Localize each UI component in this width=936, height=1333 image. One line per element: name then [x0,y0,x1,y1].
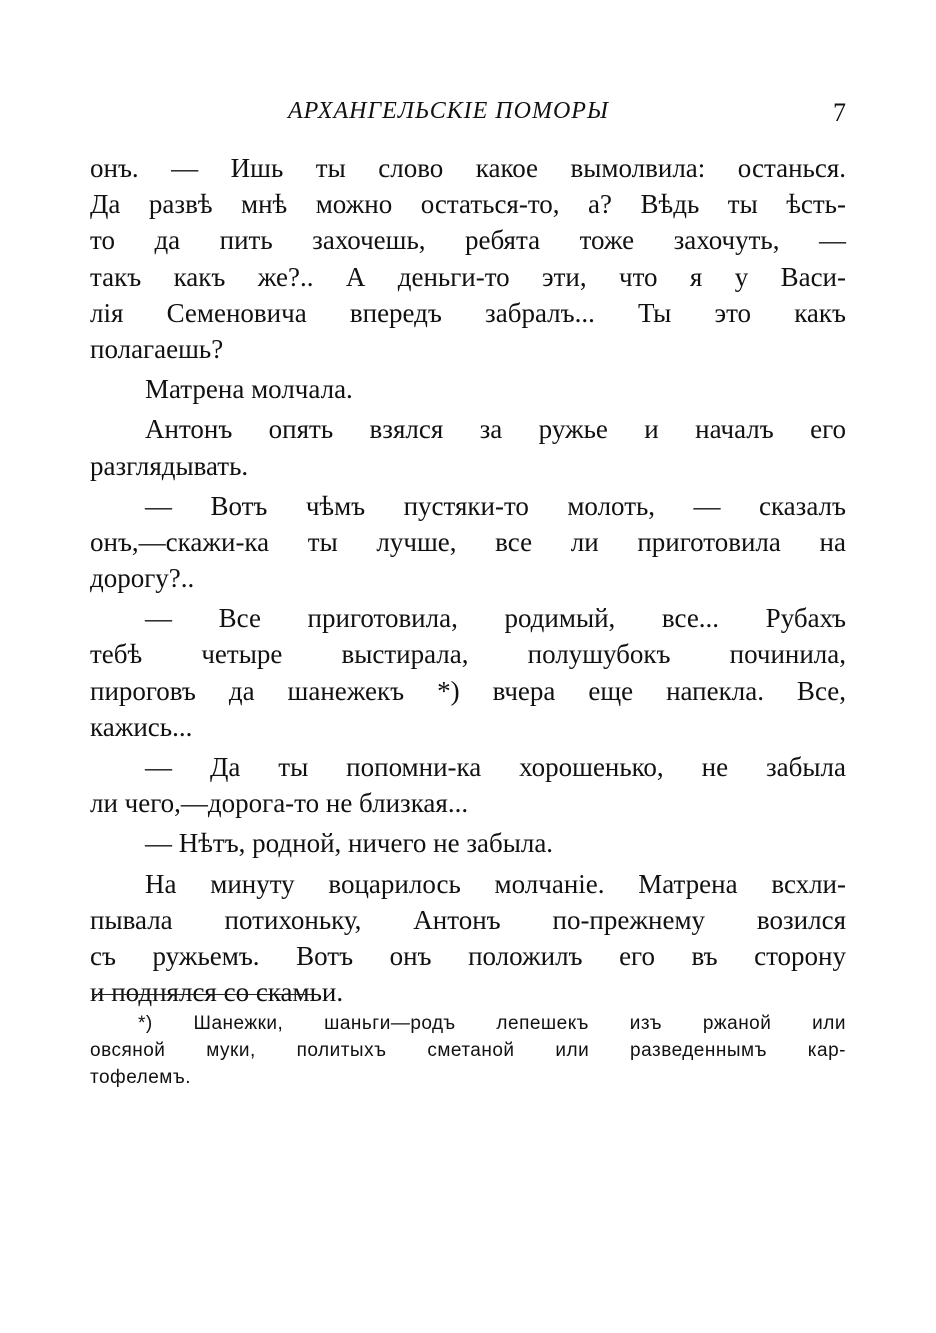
text-line: съ ружьемъ. Вотъ онъ положилъ его въ сторону [90,940,846,971]
text-line: ли чего,—дорога-то не близкая... [90,788,469,819]
text-line: онъ. — Ишь ты слово какое вымолвила: останься. [90,153,846,183]
text-line: пироговъ да шанежекъ *) вчера еще напекла. Все, [90,675,846,706]
text-line: и поднялся со скамьи. [90,977,344,1008]
text-line: — Вотъ чѣмъ пустяки-то молоть, — сказалъ [145,490,846,521]
text-line: такъ какъ же?.. А деньги-то эти, что я у Васи- [90,261,846,292]
footnote [90,1010,846,1091]
text-line: — Нѣтъ, родной, ничего не забыла. [145,828,554,859]
text-line: Антонъ опять взялся за ружье и началъ его [145,414,846,445]
page-number: 7 [833,98,846,127]
footnote-line: *) Шанежки, шаньги—родъ лепешекъ изъ ржаной или [138,1013,846,1034]
text-line: — Да ты попомни-ка хорошенько, не забыла [145,752,846,782]
text-line: кажись... [90,711,193,742]
text-line: полагаешь? [90,333,224,364]
footnote-line: тофелемъ. [90,1067,191,1088]
running-title: АРХАНГЕЛЬСКІЕ ПОМОРЫ [288,98,609,124]
text-line: онъ,—скажи-ка ты лучше, все ли приготовила на [90,526,846,557]
text-line: дорогу?.. [90,563,195,594]
text-line: то да пить захочешь, ребята тоже захочуть, — [90,225,846,256]
text-line: пывала потихоньку, Антонъ по-прежнему возился [90,904,846,935]
text-line: тебѣ четыре выстирала, полушубокъ починила, [90,639,846,670]
text-line: — Все приготовила, родимый, все... Рубахъ [145,603,846,634]
text-line: лія Семеновича впередъ забралъ... Ты это какъ [90,297,846,328]
text-line: Матрена молчала. [145,374,353,405]
text-line: разглядывать. [90,450,249,481]
body-text [90,150,846,1010]
footnote-divider [92,994,314,995]
text-line: Да развѣ мнѣ можно остаться-то, а? Вѣдь ты ѣсть- [90,189,846,220]
footnote-line: овсяной муки, политыхъ сметаной или разведеннымъ кар- [90,1040,846,1061]
text-line: На минуту воцарилось молчаніе. Матрена всхли- [145,868,846,899]
